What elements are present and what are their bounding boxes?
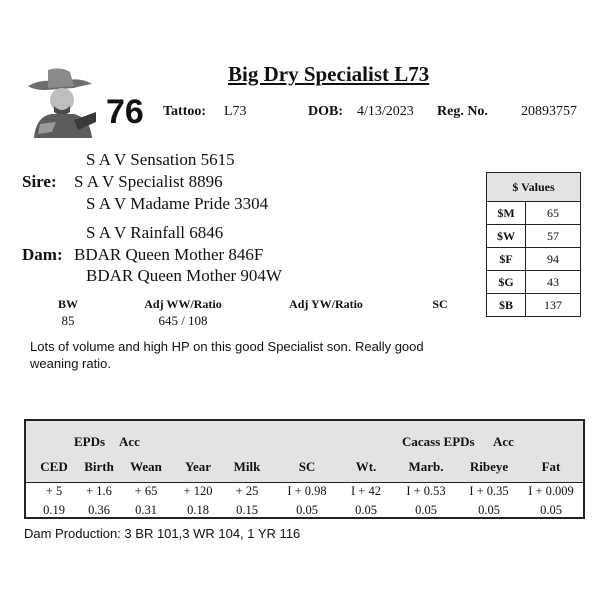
table-row	[487, 202, 581, 225]
dollar-values-header: $ Values	[487, 173, 581, 202]
epd-value: + 5	[45, 484, 63, 498]
bw-label: BW	[57, 297, 78, 311]
dollar-values-table	[486, 172, 581, 317]
value-number: 65	[526, 202, 581, 225]
adj-yw-label: Adj YW/Ratio	[289, 297, 363, 311]
epd-column-header: Wean	[130, 459, 162, 474]
epd-column-header: Wt.	[355, 459, 377, 474]
epd-accuracy: 0.19	[43, 503, 65, 517]
sire-name: S A V Specialist 8896	[74, 172, 223, 191]
cowboy-logo	[22, 62, 98, 138]
epd-value: I + 0.53	[406, 484, 446, 498]
epd-value: + 120	[183, 484, 213, 498]
table-row	[487, 271, 581, 294]
epd-column-header: SC	[298, 459, 316, 474]
table-row	[487, 294, 581, 317]
value-key: $F	[487, 248, 526, 271]
epd-value: + 25	[235, 484, 259, 498]
value-key: $W	[487, 225, 526, 248]
value-key: $M	[487, 202, 526, 225]
reg-label: Reg. No.	[437, 104, 488, 119]
epd-accuracy: 0.36	[88, 503, 110, 517]
epd-column-header: Milk	[233, 459, 261, 474]
epd-column-header: Marb.	[408, 459, 444, 474]
epd-column-header: Fat	[541, 459, 561, 474]
dam-dam: BDAR Queen Mother 904W	[86, 266, 282, 285]
epd-group-acc: Acc	[119, 434, 140, 449]
dob-label: DOB:	[308, 104, 343, 119]
reg-value: 20893757	[521, 104, 577, 119]
carcass-group-acc: Acc	[493, 434, 514, 449]
dam-name: BDAR Queen Mother 846F	[74, 245, 264, 264]
sire-dam: S A V Madame Pride 3304	[86, 194, 269, 213]
value-number: 94	[526, 248, 581, 271]
value-number: 137	[526, 294, 581, 317]
sire-sire: S A V Sensation 5615	[86, 150, 235, 169]
adj-ww-label: Adj WW/Ratio	[144, 297, 222, 311]
dam-label: Dam:	[22, 245, 63, 264]
carcass-group-label: Cacass EPDs	[402, 434, 475, 449]
epd-accuracy: 0.05	[296, 503, 318, 517]
table-row	[487, 248, 581, 271]
epd-group-label: EPDs	[74, 434, 106, 449]
value-key: $B	[487, 294, 526, 317]
value-number: 43	[526, 271, 581, 294]
epd-accuracy: 0.05	[355, 503, 377, 517]
sc-label: SC	[432, 297, 448, 311]
epd-accuracy: 0.05	[540, 503, 562, 517]
epd-value: I + 0.98	[287, 484, 327, 498]
dam-sire: S A V Rainfall 6846	[86, 223, 224, 242]
table-row	[487, 225, 581, 248]
tattoo-value: L73	[224, 104, 247, 119]
dam-production: Dam Production: 3 BR 101,3 WR 104, 1 YR 116	[24, 526, 301, 541]
comment-text: Lots of volume and high HP on this good Specialist son. Really good weaning ratio.	[30, 339, 424, 371]
dob-value: 4/13/2023	[357, 104, 414, 119]
epd-accuracy: 0.18	[187, 503, 209, 517]
epd-value: I + 0.35	[469, 484, 509, 498]
epd-value: I + 42	[351, 484, 381, 498]
tattoo-label: Tattoo:	[163, 104, 207, 119]
epd-column-header: CED	[40, 459, 68, 474]
epd-value: + 1.6	[86, 484, 112, 498]
bw-value: 85	[61, 313, 75, 328]
epd-column-header: Birth	[84, 459, 114, 474]
epd-accuracy: 0.15	[236, 503, 258, 517]
lot-number: 76	[106, 93, 144, 131]
epd-value: + 65	[134, 484, 158, 498]
animal-name-title: Big Dry Specialist L73	[228, 62, 430, 86]
epd-table	[24, 419, 585, 519]
epd-column-header: Ribeye	[469, 459, 509, 474]
epd-accuracy: 0.05	[478, 503, 500, 517]
epd-value: I + 0.009	[528, 484, 574, 498]
epd-accuracy: 0.31	[135, 503, 157, 517]
sire-label: Sire:	[22, 172, 57, 191]
adj-ww-value: 645 / 108	[158, 313, 208, 328]
epd-column-header: Year	[185, 459, 211, 474]
epd-accuracy: 0.05	[415, 503, 437, 517]
value-key: $G	[487, 271, 526, 294]
value-number: 57	[526, 225, 581, 248]
